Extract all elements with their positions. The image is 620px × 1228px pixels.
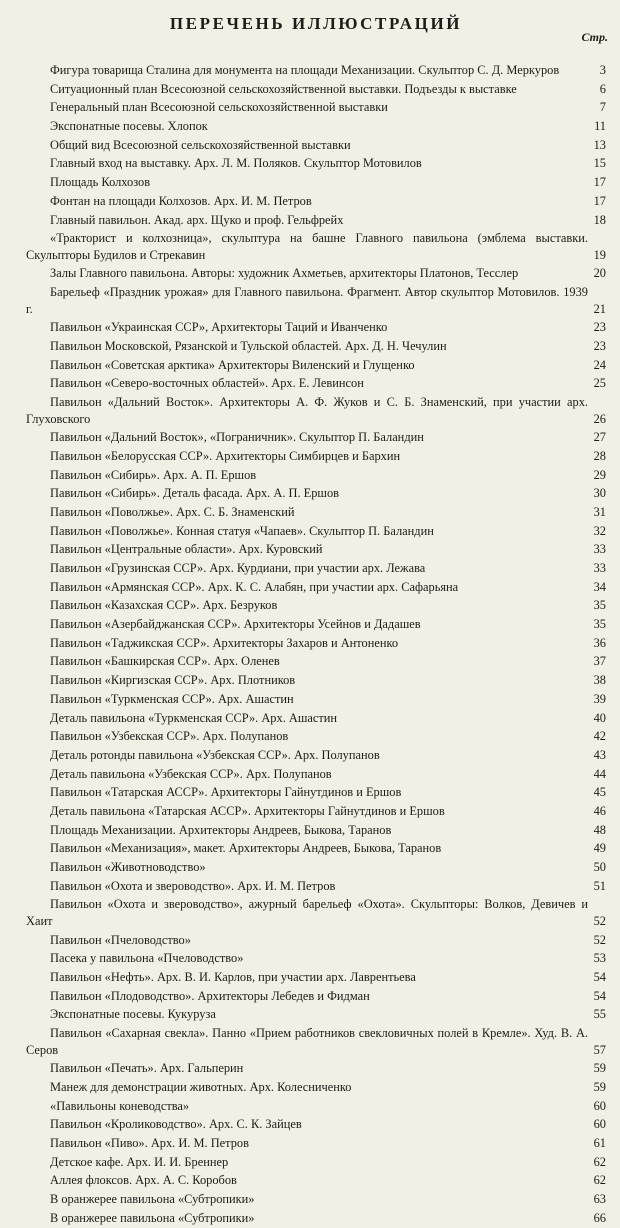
entry-title: Павильон «Таджикская ССР». Архитекторы Захаров и Антоненко	[50, 635, 399, 650]
entry-page-number: 52	[593, 913, 606, 928]
list-item	[26, 118, 606, 135]
entry-title: Павильон Московской, Рязанской и Тульской областей. Арх. Д. Н. Чечулин	[50, 338, 447, 353]
list-item	[26, 1210, 606, 1227]
list-item	[26, 137, 606, 154]
list-item	[26, 357, 606, 374]
list-item	[26, 230, 606, 263]
entry-title: Деталь ротонды павильона «Узбекская ССР». Арх. Полупанов	[50, 747, 380, 762]
entry-title: Манеж для демонстрации животных. Арх. Колесниченко	[50, 1079, 352, 1094]
entry-title: Фонтан на площади Колхозов. Арх. И. М. Петров	[50, 193, 312, 208]
entry-title: Детское кафе. Арх. И. И. Бреннер	[50, 1154, 229, 1169]
entry-title: Павильон «Грузинская ССР». Арх. Курдиани, при участии арх. Лежава	[50, 561, 426, 575]
entry-title: Барельеф «Праздник урожая» для Главного павильона. Фрагмент. Автор скульптор Мотовилов. 1939 г.	[26, 285, 588, 316]
list-item	[26, 394, 606, 427]
entry-page-number: 54	[593, 988, 606, 1003]
entry-page-number: 20	[593, 266, 606, 281]
entry-title: Павильон «Животноводство»	[50, 860, 206, 874]
entry-title: Павильон «Охота и звероводство». Арх. И. М. Петров	[50, 878, 336, 893]
entry-title: Деталь павильона «Татарская АССР». Архитекторы Гайнутдинов и Ершов	[50, 803, 445, 818]
entry-page-number: 44	[593, 766, 606, 781]
list-item	[26, 265, 606, 282]
entry-page-number: 33	[593, 542, 606, 557]
list-item	[26, 485, 606, 502]
list-item	[26, 822, 606, 839]
entry-page-number: 40	[593, 710, 606, 725]
list-item	[26, 691, 606, 708]
entry-page-number: 25	[593, 376, 606, 391]
list-item	[26, 896, 606, 929]
entry-title: Общий вид Всесоюзной сельскохозяйственной выставки	[50, 137, 351, 152]
list-item	[26, 635, 606, 652]
entry-page-number: 43	[593, 747, 606, 762]
entry-page-number: 33	[593, 561, 606, 575]
list-item	[26, 1060, 606, 1077]
entry-title: «Павильоны коневодства»	[50, 1098, 190, 1113]
entry-page-number: 45	[593, 785, 606, 800]
list-item	[26, 560, 606, 577]
list-item	[26, 1098, 606, 1115]
entry-page-number: 34	[593, 579, 606, 594]
entry-title: Павильон «Татарская АССР». Архитекторы Гайнутдинов и Ершов	[50, 785, 402, 800]
entry-page-number: 29	[593, 467, 606, 482]
entry-page-number: 53	[593, 951, 606, 966]
entry-page-number: 21	[593, 301, 606, 316]
list-item	[26, 467, 606, 484]
entry-title: Павильон «Плодоводство». Архитекторы Лебедев и Фидман	[50, 988, 370, 1003]
entry-page-number: 35	[593, 598, 606, 613]
entry-page-number: 39	[593, 691, 606, 706]
entry-page-number: 3	[599, 63, 606, 77]
list-item	[26, 1079, 606, 1096]
entry-title: Павильон «Печать». Арх. Гальперин	[50, 1061, 244, 1076]
entry-page-number: 17	[593, 193, 606, 208]
entry-title: Павильон «Украинская ССР», Архитекторы Таций и Иванченко	[50, 320, 388, 335]
entry-page-number: 61	[593, 1135, 606, 1150]
entry-page-number: 19	[593, 247, 606, 262]
entry-title: Павильон «Сибирь». Арх. А. П. Ершов	[50, 467, 257, 482]
entry-title: Павильон «Белорусская ССР». Архитекторы Симбирцев и Бархин	[50, 448, 401, 463]
entry-page-number: 49	[593, 841, 606, 856]
entry-page-number: 59	[593, 1079, 606, 1094]
entry-page-number: 32	[593, 523, 606, 538]
entry-page-number: 60	[593, 1098, 606, 1113]
list-item	[26, 616, 606, 633]
entry-page-number: 7	[599, 100, 606, 115]
entry-page-number: 55	[593, 1007, 606, 1022]
entry-title: Залы Главного павильона. Авторы: художник Ахметьев, архитекторы Платонов, Тесслер	[50, 266, 519, 281]
entry-title: Деталь павильона «Туркменская ССР». Арх. Ашастин	[50, 710, 338, 725]
entry-title: Павильон «Охота и звероводство», ажурный барельеф «Охота». Скульпторы: Волков, Девичев и Хаит	[26, 897, 588, 928]
entry-title: Павильон «Казахская ССР». Арх. Безруков	[50, 598, 278, 613]
list-item	[26, 579, 606, 596]
list-item	[26, 1172, 606, 1189]
list-item	[26, 174, 606, 191]
entry-title: «Тракторист и колхозница», скульптура на башне Главного павильона (эмблема выставки. Скульпторы Будилов и Стрекавин	[26, 231, 588, 262]
list-item	[26, 878, 606, 895]
list-item	[26, 155, 606, 172]
entry-page-number: 52	[593, 932, 606, 947]
entry-title: Павильон «Армянская ССР». Арх. К. С. Алабян, при участии арх. Сафарьяна	[50, 579, 459, 594]
list-item	[26, 950, 606, 967]
list-item	[26, 541, 606, 558]
entry-title: Генеральный план Всесоюзной сельскохозяйственной выставки	[50, 100, 388, 115]
list-item	[26, 803, 606, 820]
entry-page-number: 62	[593, 1154, 606, 1169]
list-item	[26, 840, 606, 857]
entry-page-number: 28	[593, 448, 606, 463]
entry-page-number: 13	[593, 137, 606, 152]
list-item	[26, 597, 606, 614]
entry-page-number: 23	[593, 338, 606, 353]
entry-page-number: 30	[593, 486, 606, 501]
entry-title: Павильон «Пиво». Арх. И. М. Петров	[50, 1135, 249, 1150]
list-item	[26, 212, 606, 229]
list-item	[26, 319, 606, 336]
entry-page-number: 54	[593, 969, 606, 984]
entry-page-number: 59	[593, 1061, 606, 1076]
entry-title: Павильон «Сахарная свекла». Панно «Прием работников свекловичных полей в Кремле». Худ. В. А. Серов	[26, 1026, 588, 1057]
entry-page-number: 23	[593, 320, 606, 335]
list-item	[26, 969, 606, 986]
list-item	[26, 1025, 606, 1058]
entry-page-number: 17	[593, 175, 606, 190]
list-item	[26, 1006, 606, 1023]
list-item	[26, 429, 606, 446]
entry-page-number: 60	[593, 1117, 606, 1132]
entry-page-number: 50	[593, 860, 606, 874]
entry-title: Павильон «Советская арктика» Архитекторы Виленский и Глущенко	[50, 357, 415, 372]
list-item	[26, 375, 606, 392]
entry-page-number: 57	[593, 1042, 606, 1057]
list-item	[26, 653, 606, 670]
entry-title: В оранжерее павильона «Субтропики»	[50, 1210, 255, 1225]
list-item	[26, 62, 606, 79]
entry-page-number: 6	[599, 81, 606, 96]
list-item	[26, 784, 606, 801]
list-item	[26, 1191, 606, 1208]
entry-title: Павильон «Нефть». Арх. В. И. Карлов, при участии арх. Лаврентьева	[50, 969, 416, 984]
entry-page-number: 48	[593, 822, 606, 837]
entry-title: Аллея флоксов. Арх. А. С. Коробов	[50, 1173, 237, 1188]
page-column-label: Стр.	[581, 30, 608, 44]
entry-title: Павильон «Азербайджанская ССР». Архитекторы Усейнов и Дадашев	[50, 617, 421, 632]
list-item	[26, 81, 606, 98]
entry-title: Павильон «Поволжье». Конная статуя «Чапаев». Скульптор П. Баландин	[50, 523, 434, 538]
entry-title: Павильон «Дальний Восток». Архитекторы А. Ф. Жуков и С. Б. Знаменский, при участии арх. Глуховского	[26, 395, 588, 426]
entry-title: Павильон «Пчеловодство»	[50, 932, 191, 947]
entry-title: Экспонатные посевы. Кукуруза	[50, 1007, 216, 1022]
entry-page-number: 15	[593, 156, 606, 171]
entry-title: Экспонатные посевы. Хлопок	[50, 119, 208, 134]
entry-page-number: 63	[593, 1192, 606, 1206]
entry-page-number: 37	[593, 654, 606, 669]
entry-title: Павильон «Дальний Восток», «Пограничник». Скульптор П. Баландин	[50, 430, 424, 445]
entry-title: Павильон «Киргизская ССР». Арх. Плотников	[50, 673, 296, 688]
entry-title: Деталь павильона «Узбекская ССР». Арх. Полупанов	[50, 766, 332, 781]
entry-title: Павильон «Центральные области». Арх. Куровский	[50, 542, 323, 557]
entry-title: Павильон «Сибирь». Деталь фасада. Арх. А. П. Ершов	[50, 486, 340, 501]
entry-page-number: 18	[593, 212, 606, 227]
list-item	[26, 448, 606, 465]
entry-page-number: 38	[593, 673, 606, 688]
entry-page-number: 66	[593, 1210, 606, 1225]
list-item	[26, 710, 606, 727]
entry-title: Павильон «Узбекская ССР». Арх. Полупанов	[50, 729, 289, 744]
list-item	[26, 728, 606, 745]
entry-page-number: 36	[593, 635, 606, 650]
entry-page-number: 51	[593, 878, 606, 893]
entry-title: Главный павильон. Акад. арх. Щуко и проф. Гельфрейх	[50, 212, 344, 227]
entry-title: Пасека у павильона «Пчеловодство»	[50, 951, 244, 966]
entry-page-number: 11	[594, 119, 606, 134]
entry-page-number: 31	[593, 504, 606, 519]
illustrations-list	[26, 62, 606, 1228]
entry-page-number: 26	[593, 411, 606, 426]
entry-page-number: 42	[593, 729, 606, 744]
list-item	[26, 523, 606, 540]
list-item	[26, 99, 606, 116]
list-item	[26, 1135, 606, 1152]
entry-title: Павильон «Башкирская ССР». Арх. Оленев	[50, 654, 280, 669]
list-item	[26, 859, 606, 876]
entry-title: Фигура товарища Сталина для монумента на площади Механизации. Скульптор С. Д. Меркуров	[50, 63, 560, 77]
entry-title: Павильон «Поволжье». Арх. С. Б. Знаменский	[50, 504, 295, 519]
list-item	[26, 193, 606, 210]
entry-page-number: 35	[593, 617, 606, 632]
entry-page-number: 27	[593, 430, 606, 445]
list-item	[26, 932, 606, 949]
entry-title: Ситуационный план Всесоюзной сельскохозяйственной выставки. Подъезды к выставке	[50, 81, 517, 96]
list-item	[26, 988, 606, 1005]
list-item	[26, 672, 606, 689]
entry-page-number: 62	[593, 1173, 606, 1188]
entry-title: Площадь Колхозов	[50, 175, 151, 190]
entry-page-number: 46	[593, 803, 606, 818]
page-title: ПЕРЕЧЕНЬ ИЛЛЮСТРАЦИЙ	[169, 14, 463, 33]
list-item	[26, 747, 606, 764]
list-item	[26, 338, 606, 355]
entry-page-number: 24	[593, 357, 606, 372]
list-item	[26, 504, 606, 521]
list-item	[26, 766, 606, 783]
entry-title: Павильон «Северо-восточных областей». Арх. Е. Левинсон	[50, 376, 364, 391]
entry-title: Площадь Механизации. Архитекторы Андреев, Быкова, Таранов	[50, 822, 392, 837]
list-item	[26, 284, 606, 317]
list-item	[26, 1154, 606, 1171]
list-item	[26, 1116, 606, 1133]
entry-title: Павильон «Механизация», макет. Архитекторы Андреев, Быкова, Таранов	[50, 841, 442, 856]
entry-title: В оранжерее павильона «Субтропики»	[50, 1192, 255, 1206]
entry-title: Главный вход на выставку. Арх. Л. М. Поляков. Скульптор Мотовилов	[50, 156, 422, 171]
entry-title: Павильон «Туркменская ССР». Арх. Ашастин	[50, 691, 294, 706]
entry-title: Павильон «Кролиководство». Арх. С. К. Зайцев	[50, 1117, 302, 1132]
